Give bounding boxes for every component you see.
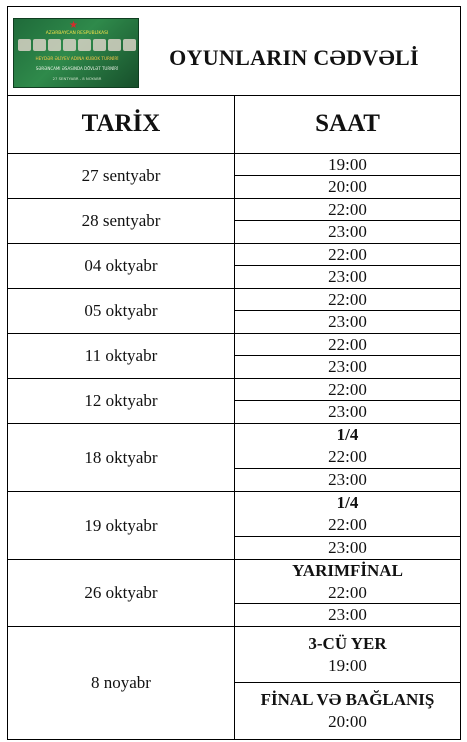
time-value: 23:00 (328, 267, 367, 286)
date-cell: 18 oktyabr (8, 424, 235, 492)
date-cell: 8 noyabr (8, 627, 235, 739)
date-cell: 05 oktyabr (8, 289, 235, 334)
time-value: 22:00 (328, 447, 367, 466)
date-cell: 26 oktyabr (8, 560, 235, 627)
date-cell: 12 oktyabr (8, 379, 235, 424)
time-cell (235, 560, 460, 604)
star-icon: ★ (69, 20, 78, 31)
schedule-page (7, 6, 461, 740)
time-value: 22:00 (328, 289, 367, 309)
header (8, 7, 460, 96)
date-cell: 28 sentyabr (8, 199, 235, 244)
logo-portraits (18, 39, 136, 51)
time-value: 23:00 (328, 222, 367, 241)
column-header-time: SAAT (235, 95, 460, 154)
stage-label: 1/4 (336, 425, 359, 444)
time-value: 22:00 (328, 582, 367, 602)
time-cell (235, 176, 460, 199)
time-cell (235, 244, 460, 266)
time-value: 22:00 (328, 199, 367, 219)
time-cell (235, 469, 460, 492)
time-value: 23:00 (328, 357, 367, 376)
time-value: 22:00 (328, 515, 367, 534)
time-cell (235, 334, 460, 356)
time-value: 23:00 (328, 402, 367, 421)
time-value: 22:00 (328, 334, 367, 354)
date-cell: 27 sentyabr (8, 154, 235, 199)
logo-line-1: AZƏRBAYCAN RESPUBLİKASI (45, 31, 109, 36)
time-cell (235, 627, 460, 683)
time-cell (235, 221, 460, 244)
date-cell: 19 oktyabr (8, 492, 235, 560)
time-value: 22:00 (328, 379, 367, 399)
time-cell (235, 604, 460, 627)
stage-label: YARIMFİNAL (292, 560, 403, 580)
column-header-date: TARİX (8, 95, 235, 154)
time-value: 23:00 (328, 538, 367, 557)
time-value: 19:00 (328, 154, 367, 174)
time-cell (235, 424, 460, 469)
stage-label: FİNAL VƏ BAĞLANIŞ (260, 690, 435, 709)
time-cell (235, 289, 460, 311)
date-cell: 04 oktyabr (8, 244, 235, 289)
date-cell: 11 oktyabr (8, 334, 235, 379)
time-cell (235, 266, 460, 289)
time-value: 20:00 (328, 177, 367, 196)
time-value: 23:00 (328, 470, 367, 489)
time-cell (235, 537, 460, 560)
time-cell (235, 154, 460, 176)
time-value: 20:00 (328, 712, 367, 731)
time-cell (235, 356, 460, 379)
page-title: OYUNLARIN CƏDVƏLİ (169, 45, 419, 70)
logo-line-2: HEYDƏR ƏLİYEV ADINA KUBOK TURNİRİ (35, 56, 119, 61)
stage-label: 1/4 (336, 493, 359, 512)
logo-line-4: 27 SENTYABR - 8 NOYABR (52, 76, 102, 81)
time-value: 19:00 (328, 655, 367, 675)
logo-line-3: SƏRƏNCAMI ƏSASINDA DÖVLƏT TURNİRİ (35, 66, 119, 71)
time-cell (235, 401, 460, 424)
time-cell (235, 492, 460, 537)
time-cell (235, 199, 460, 221)
time-cell (235, 379, 460, 401)
time-cell (235, 683, 460, 739)
time-cell (235, 311, 460, 334)
tournament-logo (13, 18, 139, 88)
time-value: 23:00 (328, 312, 367, 331)
stage-label: 3-CÜ YER (308, 633, 387, 653)
time-value: 22:00 (328, 244, 367, 264)
time-value: 23:00 (328, 605, 367, 624)
